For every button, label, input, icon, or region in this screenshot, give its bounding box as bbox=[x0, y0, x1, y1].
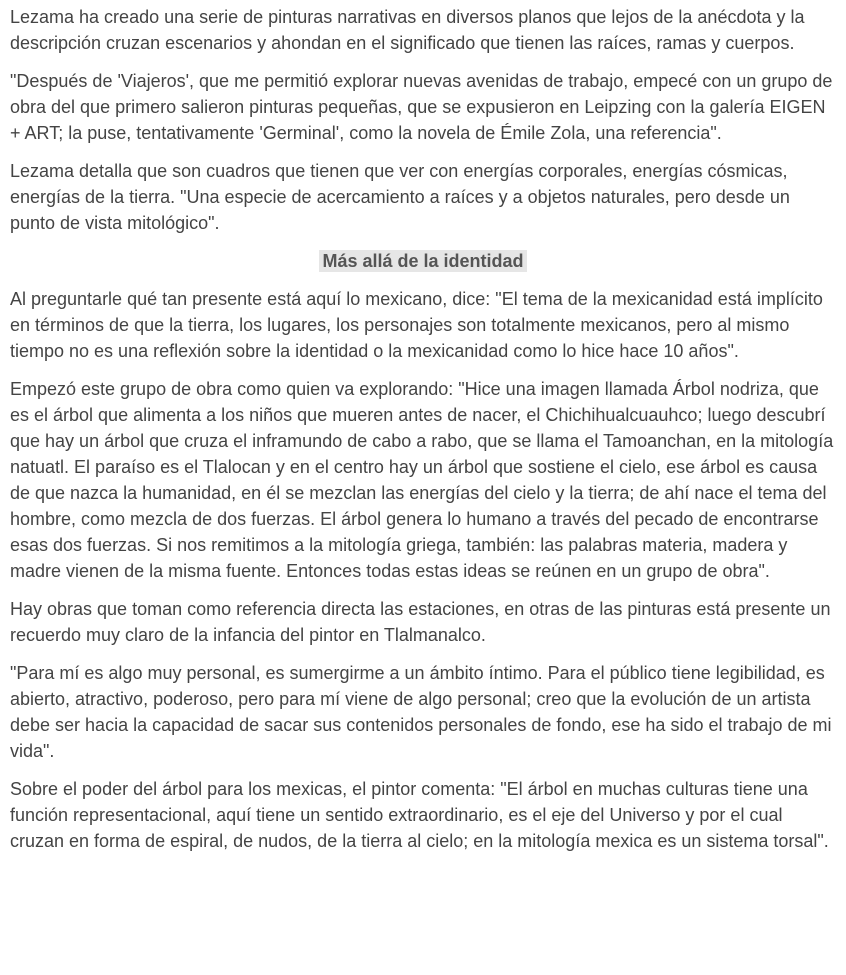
paragraph-4: Al preguntarle qué tan presente está aquí lo mexicano, dice: "El tema de la mexicanidad está implícito en términos de que la tierra, los lugares, los personajes son totalmente mexicanos, pero al mismo tiempo no es una reflexión sobre la identidad o la mexicanidad como lo hice hace 10 años". bbox=[10, 289, 823, 361]
paragraph-5: Empezó este grupo de obra como quien va explorando: "Hice una imagen llamada Árbol nodriza, que es el árbol que alimenta a los niños que mueren antes de nacer, el Chichihualcuauhco; luego descubrí que hay un árbol que cruza el inframundo de cabo a rabo, que se llama el Tamoanchan, en la mitología natuatl. El paraíso es el Tlalocan y en el centro hay un árbol que sostiene el cielo, ese árbol es causa de que nazca la humanidad, en él se mezclan las energías del cielo y la tierra; de ahí nace el tema del hombre, como mezcla de dos fuerzas. El árbol genera lo humano a través del pecado de encontrarse esas dos fuerzas. Si nos remitimos a la mitología griega, también: las palabras materia, madera y madre vienen de la misma fuente. Entonces todas estas ideas se reúnen en un grupo de obra". bbox=[10, 379, 834, 581]
paragraph-7: "Para mí es algo muy personal, es sumergirme a un ámbito íntimo. Para el público tiene legibilidad, es abierto, atractivo, poderoso, pero para mí viene de algo personal; creo que la evolución de un artista debe ser hacia la capacidad de sacar sus contenidos personales de fondo, ese ha sido el trabajo de mi vida". bbox=[10, 663, 832, 761]
paragraph-2: "Después de 'Viajeros', que me permitió explorar nuevas avenidas de trabajo, empecé con un grupo de obra del que primero salieron pinturas pequeñas, que se expusieron en Leipzing con la galería EIGEN + ART; la puse, tentativamente 'Germinal', como la novela de Émile Zola, una referencia". bbox=[10, 71, 833, 143]
paragraph-3: Lezama detalla que son cuadros que tienen que ver con energías corporales, energías cósmicas, energías de la tierra. "Una especie de acercamiento a raíces y a objetos naturales, pero desde un punto de vista mitológico". bbox=[10, 161, 790, 233]
section-heading bbox=[10, 248, 836, 274]
paragraph-1: Lezama ha creado una serie de pinturas narrativas en diversos planos que lejos de la anécdota y la descripción cruzan escenarios y ahondan en el significado que tienen las raíces, ramas y cuerpos. bbox=[10, 7, 805, 53]
paragraph-6: Hay obras que toman como referencia directa las estaciones, en otras de las pinturas está presente un recuerdo muy claro de la infancia del pintor en Tlalmanalco. bbox=[10, 599, 831, 645]
paragraph-8: Sobre el poder del árbol para los mexicas, el pintor comenta: "El árbol en muchas culturas tiene una función representacional, aquí tiene un sentido extraordinario, es el eje del Universo y por el cual cruzan en forma de espiral, de nudos, de la tierra al cielo; en la mitología mexica es un sistema torsal". bbox=[10, 779, 829, 851]
section-heading-text: Más allá de la identidad bbox=[319, 250, 526, 272]
